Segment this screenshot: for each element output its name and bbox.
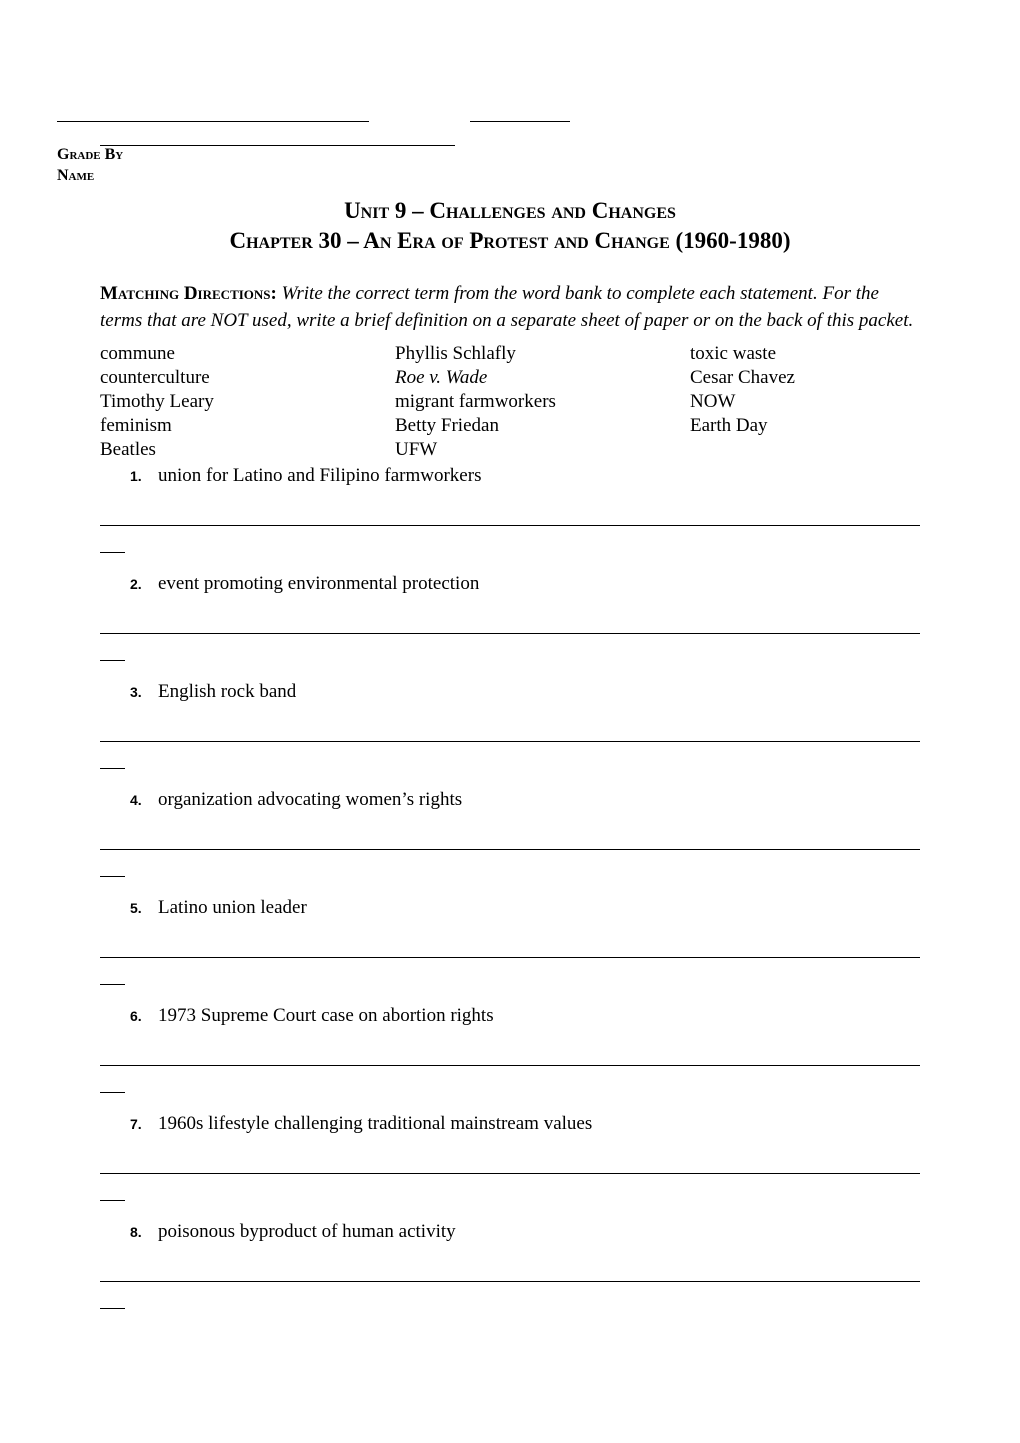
question-text: Latino union leader	[158, 897, 307, 918]
page-subtitle: Chapter 30 – An Era of Protest and Change (1960-1980)	[229, 228, 791, 253]
grade-by-label: Grade By	[57, 146, 124, 163]
word-bank	[100, 342, 920, 462]
word-bank-term: NOW	[690, 391, 736, 412]
answer-line-short	[100, 1200, 125, 1201]
blank-line	[470, 112, 570, 122]
question-text: event promoting environmental protection	[158, 573, 480, 594]
header-blank-lines-row1	[57, 104, 920, 114]
word-bank-term: Timothy Leary	[100, 391, 214, 412]
word-bank-term: Betty Friedan	[395, 415, 499, 436]
question-text: poisonous byproduct of human activity	[158, 1221, 456, 1242]
question-item	[100, 1219, 920, 1245]
question-number: 8.	[130, 1224, 142, 1240]
name-label: Name	[57, 167, 95, 184]
answer-line-short	[100, 876, 125, 877]
blank-line	[100, 136, 455, 146]
word-bank-term: counterculture	[100, 367, 210, 388]
word-bank-term	[690, 438, 920, 462]
word-bank-term: UFW	[395, 439, 438, 460]
question-text: organization advocating women’s rights	[158, 789, 463, 810]
page-title: Unit 9 – Challenges and Changes	[344, 198, 676, 223]
answer-line-short	[100, 984, 125, 985]
answer-line	[100, 633, 920, 634]
question-text: union for Latino and Filipino farmworkers	[158, 465, 482, 486]
question-text: 1960s lifestyle challenging traditional mainstream values	[158, 1113, 593, 1134]
question-block	[100, 787, 920, 877]
question-block	[100, 1003, 920, 1093]
answer-line	[100, 525, 920, 526]
question-number: 5.	[130, 900, 142, 916]
word-bank-term: Beatles	[100, 439, 156, 460]
question-block	[100, 571, 920, 661]
question-number: 2.	[130, 576, 142, 592]
question-item	[100, 679, 920, 705]
word-bank-term: Earth Day	[690, 415, 768, 436]
word-bank-term: Cesar Chavez	[690, 367, 795, 388]
question-number: 4.	[130, 792, 142, 808]
word-bank-term: commune	[100, 343, 175, 364]
matching-directions	[100, 280, 920, 334]
question-block	[100, 895, 920, 985]
question-item	[100, 1003, 920, 1029]
answer-line-short	[100, 1308, 125, 1309]
header-blank-lines-row2	[100, 128, 920, 138]
word-bank-term: feminism	[100, 415, 172, 436]
word-bank-term: Phyllis Schlafly	[395, 343, 516, 364]
answer-line-short	[100, 660, 125, 661]
question-number: 1.	[130, 468, 142, 484]
answer-line-short	[100, 1092, 125, 1093]
answer-line	[100, 849, 920, 850]
questions-list	[100, 463, 920, 1309]
question-block	[100, 463, 920, 553]
blank-line	[57, 112, 369, 122]
question-number: 7.	[130, 1116, 142, 1132]
answer-line	[100, 957, 920, 958]
question-item	[100, 463, 920, 489]
answer-line-short	[100, 768, 125, 769]
answer-line	[100, 1281, 920, 1282]
question-item	[100, 571, 920, 597]
question-block	[100, 1219, 920, 1309]
question-item	[100, 895, 920, 921]
directions-text: Write the correct term from the word bank to complete each statement. For the terms that are NOT used, write a brief definition on a separate sheet of paper or on the back of this packet.	[100, 283, 914, 331]
question-item	[100, 1111, 920, 1137]
word-bank-term: migrant farmworkers	[395, 391, 556, 412]
word-bank-term: toxic waste	[690, 343, 777, 364]
question-text: English rock band	[158, 681, 297, 702]
question-number: 6.	[130, 1008, 142, 1024]
question-text: 1973 Supreme Court case on abortion rights	[158, 1005, 494, 1026]
directions-label: Matching Directions:	[100, 283, 277, 304]
answer-line	[100, 1065, 920, 1066]
answer-line	[100, 741, 920, 742]
question-block	[100, 679, 920, 769]
question-block	[100, 1111, 920, 1201]
answer-line-short	[100, 552, 125, 553]
question-number: 3.	[130, 684, 142, 700]
question-item	[100, 787, 920, 813]
answer-line	[100, 1173, 920, 1174]
word-bank-term: Roe v. Wade	[395, 367, 488, 388]
